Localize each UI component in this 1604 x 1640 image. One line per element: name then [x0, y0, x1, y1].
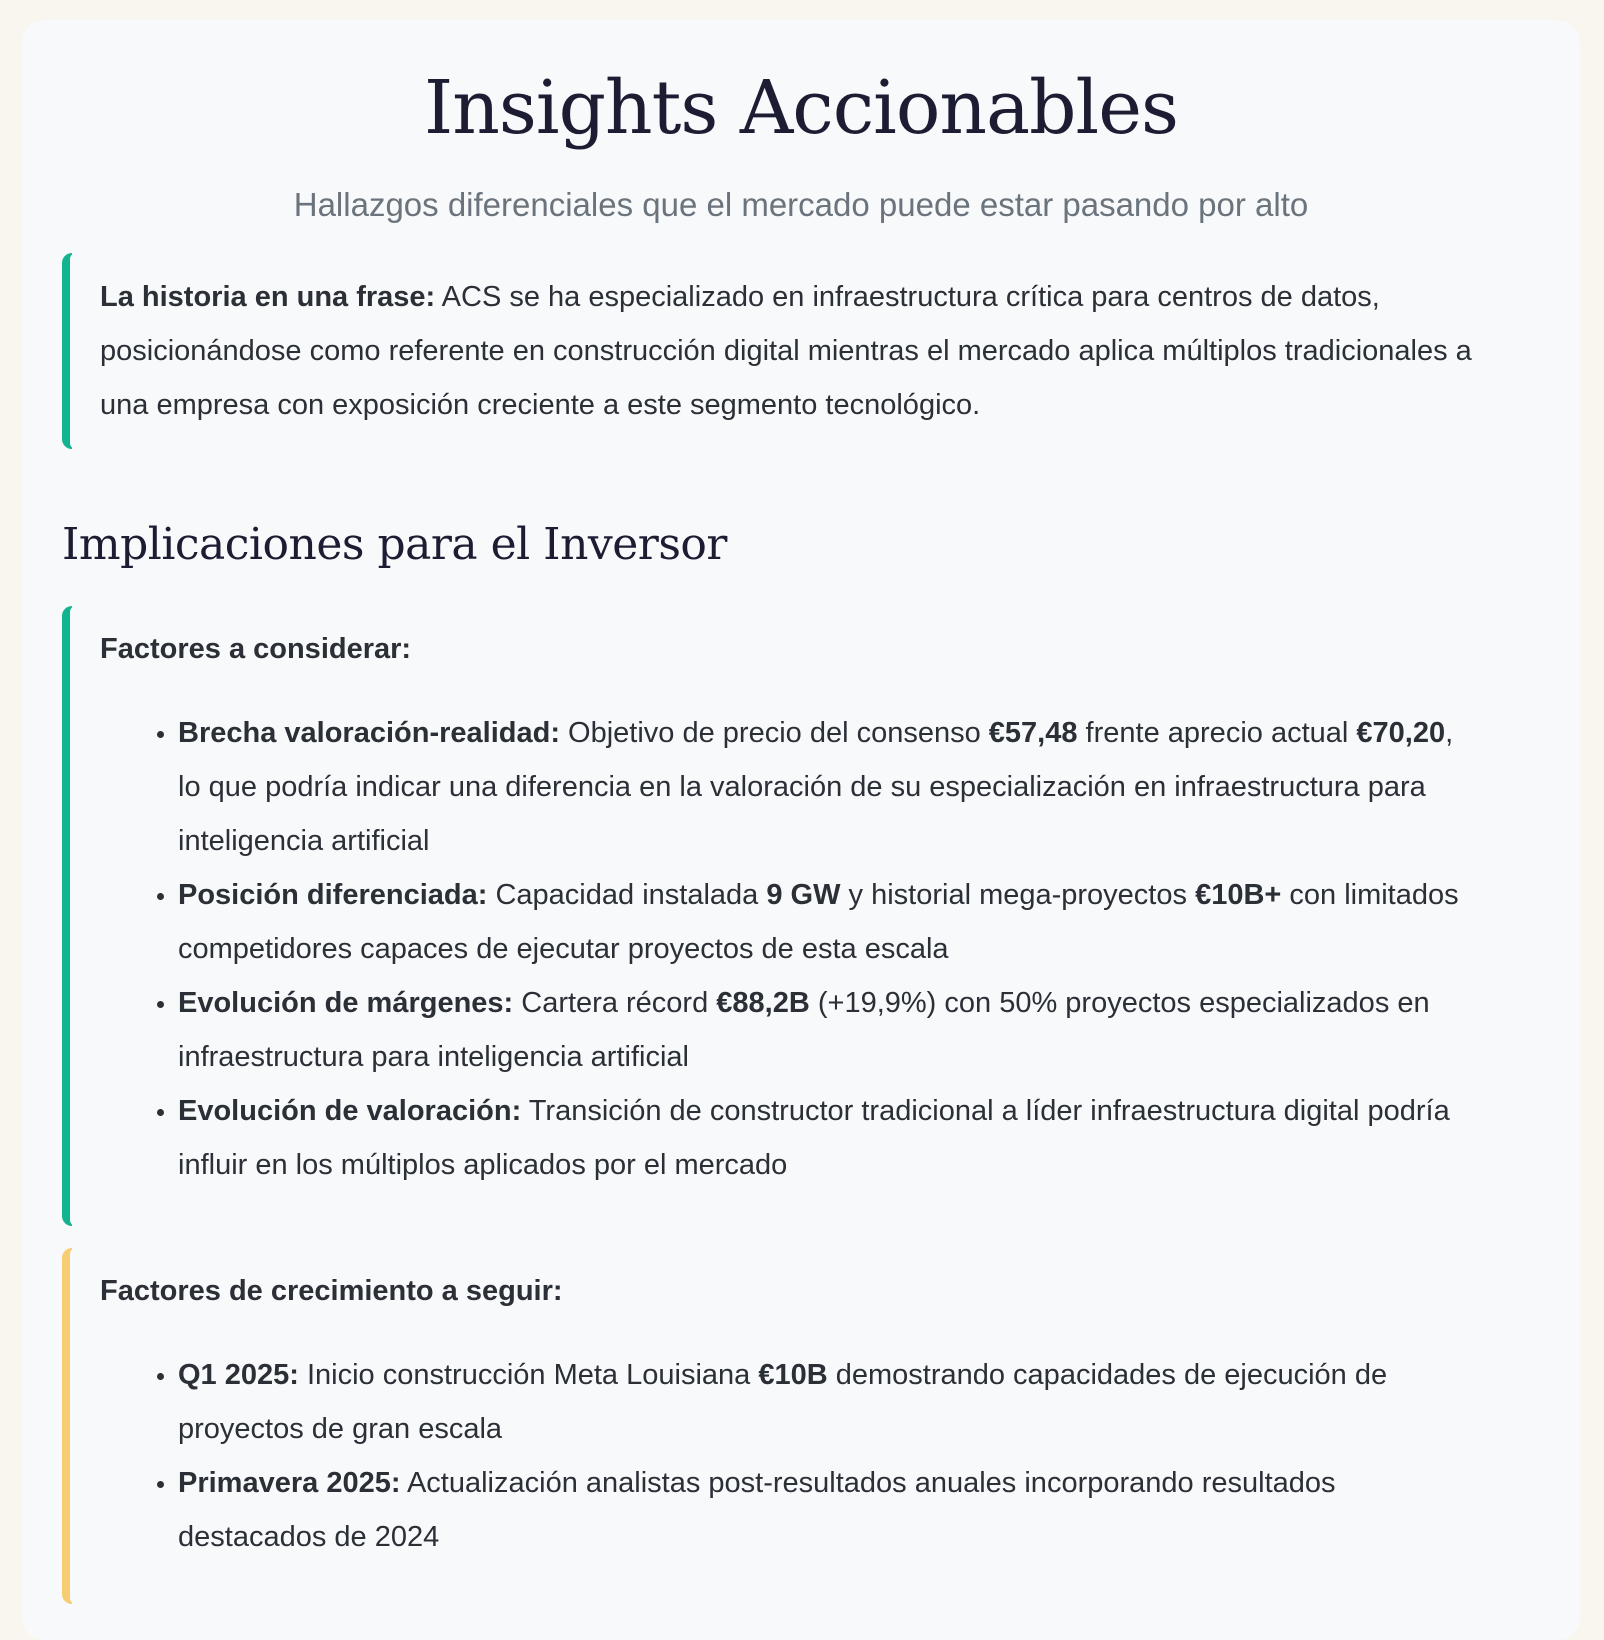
item-value: €10B — [758, 1358, 828, 1391]
item-text: Actualización analistas post-resultados anuales incorporando resultados destacados de 2024 — [178, 1466, 1336, 1553]
item-text: y historial mega-proyectos — [840, 878, 1196, 911]
item-text: Capacidad instalada — [487, 878, 767, 911]
item-value: €88,2B — [716, 986, 810, 1019]
story-label: La historia en una frase: — [100, 280, 436, 313]
item-label: Evolución de márgenes: — [178, 986, 514, 1019]
insights-card — [22, 20, 1580, 1640]
section-heading: Implicaciones para el Inversor — [62, 518, 727, 570]
growth-list — [100, 1348, 1480, 1564]
item-text: frente aprecio actual — [1077, 716, 1357, 749]
item-text: (+19,9%) con 50% proyectos especializados en infraestructura para inteligencia artificial — [178, 986, 1430, 1073]
growth-title: Factores de crecimiento a seguir: — [100, 1274, 563, 1307]
item-label: Brecha valoración-realidad: — [178, 716, 560, 749]
item-label: Q1 2025: — [178, 1358, 299, 1391]
item-text: Objetivo de precio del consenso — [559, 716, 989, 749]
item-text: demostrando capacidades de ejecución de proyectos de gran escala — [178, 1358, 1388, 1445]
item-label: Primavera 2025: — [178, 1466, 401, 1499]
factors-list — [100, 706, 1480, 1192]
item-value: €70,20 — [1356, 716, 1446, 749]
item-label: Posición diferenciada: — [178, 878, 488, 911]
page-subtitle: Hallazgos diferenciales que el mercado puede estar pasando por alto — [293, 186, 1309, 224]
factors-callout — [62, 606, 1540, 1226]
item-label: Evolución de valoración: — [178, 1094, 522, 1127]
growth-callout — [62, 1248, 1540, 1604]
list-item — [178, 706, 1480, 868]
factors-title: Factores a considerar: — [100, 632, 412, 665]
item-text: Cartera récord — [513, 986, 717, 1019]
item-text: Transición de constructor tradicional a líder infraestructura digital podría influir en los múltiplos aplicados por el mercado — [178, 1094, 1450, 1181]
item-value: €10B+ — [1195, 878, 1282, 911]
item-value: 9 GW — [766, 878, 841, 911]
list-item — [178, 976, 1480, 1084]
item-text: Inicio construcción Meta Louisiana — [298, 1358, 759, 1391]
story-callout — [62, 253, 1540, 449]
list-item — [178, 1084, 1480, 1192]
story-text: ACS se ha especializado en infraestructura crítica para centros de datos, posicionándose como referente en construcción digital mientras el mercado aplica múltiplos tradicionales a una empresa con exposición creciente a este segmento tecnológico. — [100, 280, 1472, 421]
page-title: Insights Accionables — [424, 65, 1178, 151]
item-text: , lo que podría indicar una diferencia en la valoración de su especialización en infraestructura para inteligencia artificial — [178, 716, 1454, 857]
list-item — [178, 1348, 1480, 1456]
item-text: con limitados competidores capaces de ejecutar proyectos de esta escala — [178, 878, 1459, 965]
list-item — [178, 1456, 1480, 1564]
item-value: €57,48 — [988, 716, 1078, 749]
list-item — [178, 868, 1480, 976]
story-paragraph — [100, 270, 1480, 432]
